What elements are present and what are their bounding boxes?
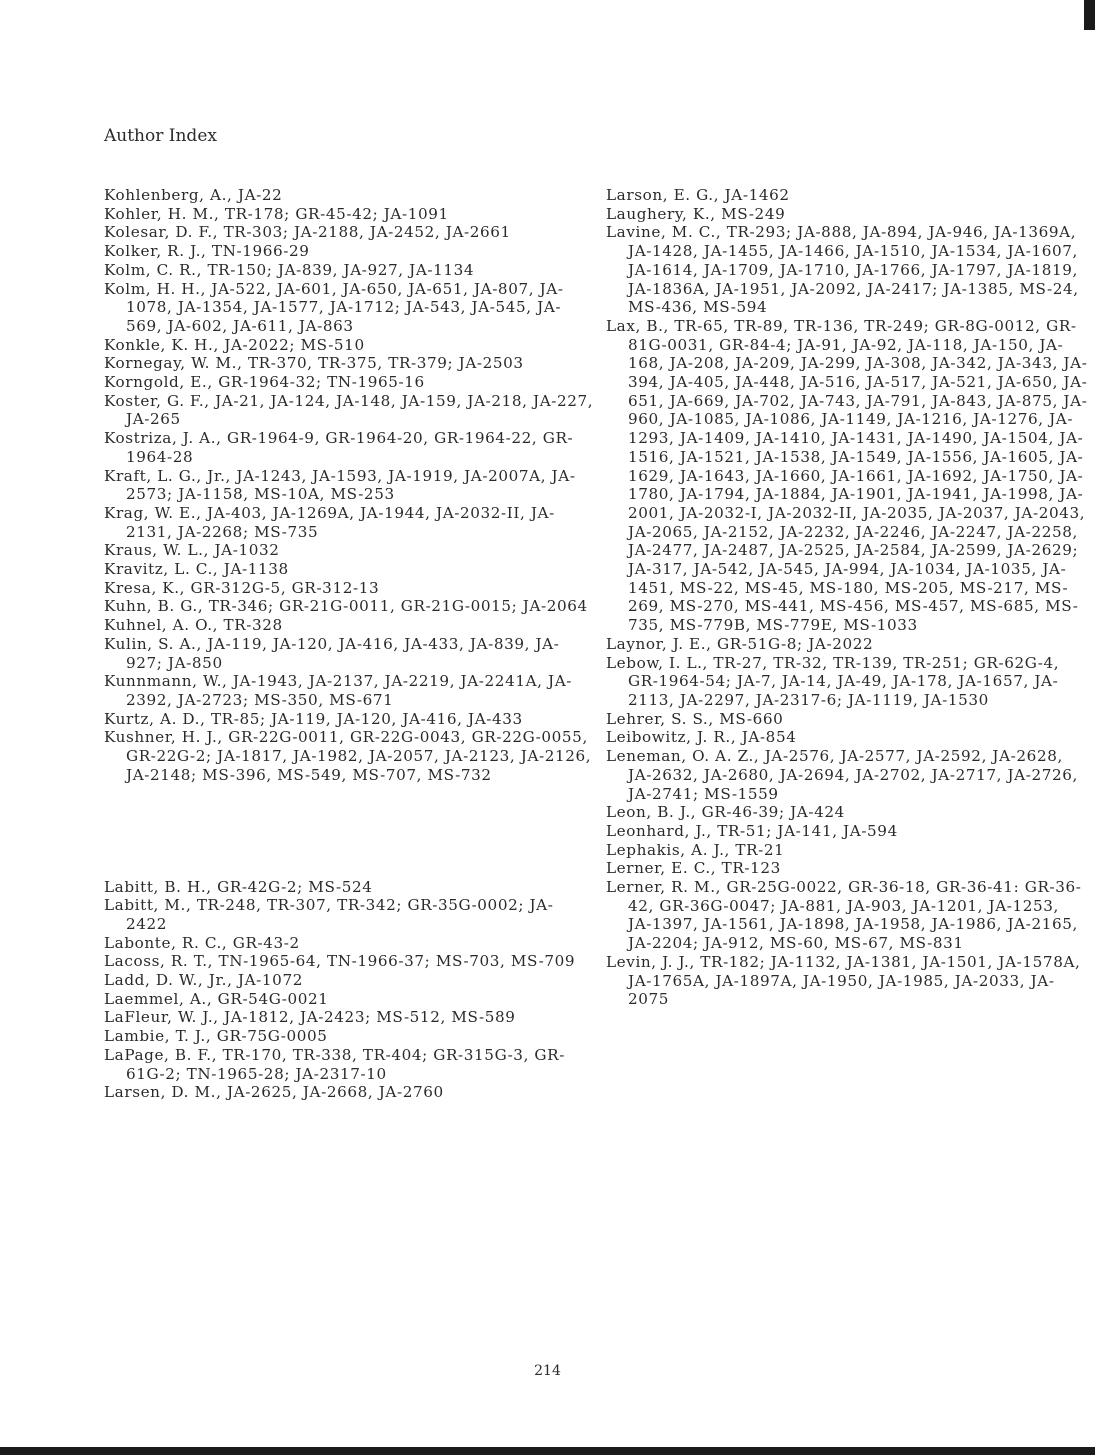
index-entry: Kohlenberg, A., JA-22 (104, 186, 283, 204)
index-entry: Lavine, M. C., TR-293; JA-888, JA-894, JA-946, JA-1369A, JA-1428, JA-1455, JA-1466, JA-1510, JA-1534, JA-1607, JA-1614, JA-1709, JA-1710, JA-1766, JA-1797, JA-1819, JA-1836A, JA-1951, JA-2092, JA-2417; JA-1385, MS-24, MS-436, MS-594 (606, 223, 1079, 317)
index-entry: Koster, G. F., JA-21, JA-124, JA-148, JA-159, JA-218, JA-227, JA-265 (104, 391, 594, 429)
index-entry: Kolm, H. H., JA-522, JA-601, JA-650, JA-651, JA-807, JA-1078, JA-1354, JA-1577, JA-1712; JA-543, JA-545, JA-569, JA-602, JA-611, JA-863 (104, 279, 564, 335)
scan-edge-mark (1084, 0, 1095, 30)
index-entry: Leonhard, J., TR-51; JA-141, JA-594 (606, 821, 898, 840)
index-entry: Kraus, W. L., JA-1032 (104, 541, 280, 560)
index-entry: Kresa, K., GR-312G-5, GR-312-13 (104, 578, 380, 597)
index-entry: Kurtz, A. D., TR-85; JA-119, JA-120, JA-416, JA-433 (104, 709, 523, 728)
index-entry: Lephakis, A. J., TR-21 (606, 840, 785, 859)
index-entry: Lehrer, S. S., MS-660 (606, 709, 784, 728)
index-entry: Kolker, R. J., TN-1966-29 (104, 242, 310, 261)
index-entry: Lambie, T. J., GR-75G-0005 (104, 1027, 328, 1046)
index-entry: Larson, E. G., JA-1462 (606, 186, 790, 204)
index-entry: Kostriza, J. A., GR-1964-9, GR-1964-20, GR-1964-22, GR-1964-28 (104, 429, 574, 466)
index-entry: Krag, W. E., JA-403, JA-1269A, JA-1944, JA-2032-II, JA-2131, JA-2268; MS-735 (104, 503, 555, 541)
index-entry: Labitt, M., TR-248, TR-307, TR-342; GR-35G-0002; JA-2422 (104, 896, 554, 933)
index-entry: Korngold, E., GR-1964-32; TN-1965-16 (104, 373, 425, 392)
index-entry: Labitt, B. H., GR-42G-2; MS-524 (104, 877, 373, 896)
index-entry: Lerner, R. M., GR-25G-0022, GR-36-18, GR-36-41: GR-36-42, GR-36G-0047; JA-881, JA-903, JA-1201, JA-1253, JA-1397, JA-1561, JA-1898, JA-1958, JA-1986, JA-2165, JA-2204; JA-912, MS-60, MS-67, MS-831 (606, 878, 1082, 953)
index-entry: Leibowitz, J. R., JA-854 (606, 728, 797, 747)
page-number: 214 (534, 1363, 561, 1379)
page-title: Author Index (104, 126, 217, 146)
index-entry: Lebow, I. L., TR-27, TR-32, TR-139, TR-251; GR-62G-4, GR-1964-54; JA-7, JA-14, JA-49, JA-178, JA-1657, JA-2113, JA-2297, JA-2317-6; JA-1119, JA-1530 (606, 653, 1060, 709)
index-entry: Lerner, E. C., TR-123 (606, 859, 781, 878)
index-entry: Lax, B., TR-65, TR-89, TR-136, TR-249; GR-8G-0012, GR-81G-0031, GR-84-4; JA-91, JA-92, JA-118, JA-150, JA-168, JA-208, JA-209, JA-299, JA-308, JA-342, JA-343, JA-394, JA-405, JA-448, JA-516, JA-517, JA-521, JA-650, JA-651, JA-669, JA-702, JA-743, JA-791, JA-843, JA-875, JA-960, JA-1085, JA-1086, JA-1149, JA-1216, JA-1276, JA-1293, JA-1409, JA-1410, JA-1431, JA-1490, JA-1504, JA-1516, JA-1521, JA-1538, JA-1549, JA-1556, JA-1605, JA-1629, JA-1643, JA-1660, JA-1661, JA-1692, JA-1750, JA-1780, JA-1794, JA-1884, JA-1901, JA-1941, JA-1998, JA-2001, JA-2032-I, JA-2032-II, JA-2035, JA-2037, JA-2043, JA-2065, JA-2152, JA-2232, JA-2246, JA-2247, JA-2258, JA-2477, JA-2487, JA-2525, JA-2584, JA-2599, JA-2629; JA-317, JA-542, JA-545, JA-994, JA-1034, JA-1035, JA-1451, MS-22, MS-45, MS-180, MS-205, MS-217, MS-269, MS-270, MS-441, MS-456, MS-457, MS-685, MS-735, MS-779B, MS-779E, MS-1033 (606, 316, 1088, 635)
index-column-right (606, 186, 1088, 1009)
index-entry: Leneman, O. A. Z., JA-2576, JA-2577, JA-2592, JA-2628, JA-2632, JA-2680, JA-2694, JA-2702, JA-2717, JA-2726, JA-2741; MS-1559 (606, 747, 1078, 803)
index-entry: Kolesar, D. F., TR-303; JA-2188, JA-2452, JA-2661 (104, 223, 511, 242)
index-entry: LaFleur, W. J., JA-1812, JA-2423; MS-512, MS-589 (104, 1008, 516, 1027)
index-entry: Labonte, R. C., GR-43-2 (104, 933, 300, 952)
index-entry: Kunnmann, W., JA-1943, JA-2137, JA-2219, JA-2241A, JA-2392, JA-2723; MS-350, MS-671 (104, 672, 572, 709)
index-entry: Kulin, S. A., JA-119, JA-120, JA-416, JA-433, JA-839, JA-927; JA-850 (104, 634, 560, 672)
index-column-left (104, 186, 594, 1102)
index-entry: Ladd, D. W., Jr., JA-1072 (104, 971, 303, 990)
section-gap (104, 785, 594, 878)
index-entry: Kolm, C. R., TR-150; JA-839, JA-927, JA-1134 (104, 260, 475, 279)
index-entry: Laynor, J. E., GR-51G-8; JA-2022 (606, 634, 874, 653)
index-entry: Kohler, H. M., TR-178; GR-45-42; JA-1091 (104, 204, 449, 223)
index-entry: Konkle, K. H., JA-2022; MS-510 (104, 335, 365, 354)
index-entry: Kravitz, L. C., JA-1138 (104, 560, 289, 579)
index-entry: Larsen, D. M., JA-2625, JA-2668, JA-2760 (104, 1083, 444, 1102)
index-entry: Kushner, H. J., GR-22G-0011, GR-22G-0043, GR-22G-0055, GR-22G-2; JA-1817, JA-1982, JA-2057, JA-2123, JA-2126, JA-2148; MS-396, MS-549, MS-707, MS-732 (104, 728, 592, 784)
index-entry: Laemmel, A., GR-54G-0021 (104, 989, 329, 1008)
index-entry: Kuhnel, A. O., TR-328 (104, 616, 283, 635)
index-entry: Leon, B. J., GR-46-39; JA-424 (606, 803, 845, 822)
index-entry: Kornegay, W. M., TR-370, TR-375, TR-379; JA-2503 (104, 354, 524, 373)
index-entry: Kraft, L. G., Jr., JA-1243, JA-1593, JA-1919, JA-2007A, JA-2573; JA-1158, MS-10A, MS-253 (104, 466, 576, 504)
index-entry: LaPage, B. F., TR-170, TR-338, TR-404; GR-315G-3, GR-61G-2; TN-1965-28; JA-2317-10 (104, 1045, 565, 1083)
index-entry: Levin, J. J., TR-182; JA-1132, JA-1381, JA-1501, JA-1578A, JA-1765A, JA-1897A, JA-1950, JA-1985, JA-2033, JA-2075 (606, 952, 1081, 1009)
index-entry: Kuhn, B. G., TR-346; GR-21G-0011, GR-21G-0015; JA-2064 (104, 597, 588, 616)
index-entry: Laughery, K., MS-249 (606, 204, 786, 223)
index-entry: Lacoss, R. T., TN-1965-64, TN-1966-37; MS-703, MS-709 (104, 952, 576, 971)
scan-border (0, 1447, 1095, 1455)
